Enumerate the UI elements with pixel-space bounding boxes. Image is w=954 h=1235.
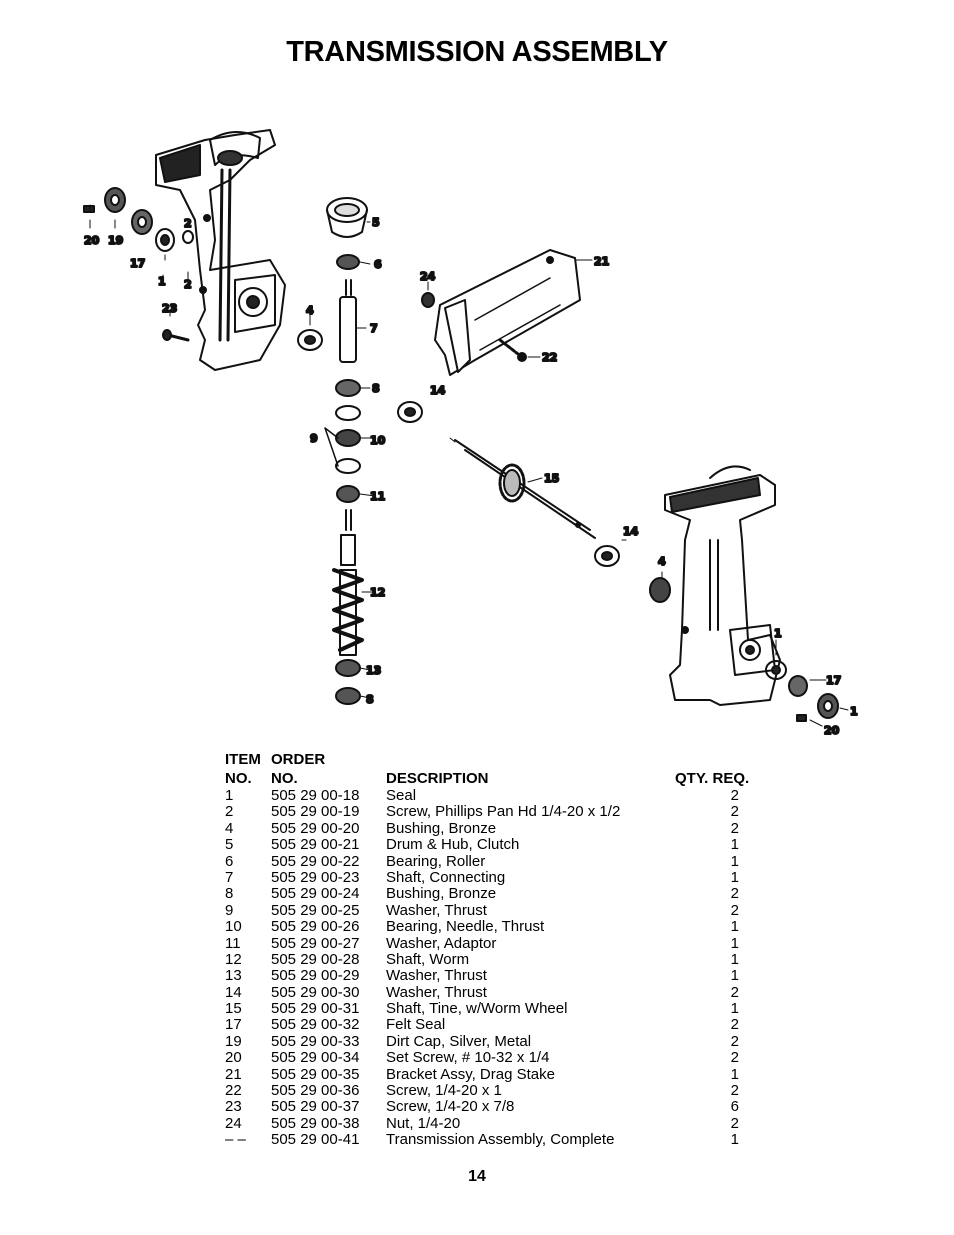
order-no: 505 29 00-29 — [271, 967, 360, 985]
description: Washer, Thrust — [386, 901, 487, 919]
order-no: 505 29 00-21 — [271, 836, 360, 854]
callout: 21 — [594, 255, 610, 268]
item-no: 1 — [225, 787, 234, 804]
table-row — [225, 1132, 765, 1148]
table-row — [225, 854, 765, 870]
qty-req: 1 — [730, 967, 739, 985]
callout: 23 — [162, 302, 178, 315]
callout: 4 — [306, 304, 314, 317]
callout: 17 — [826, 674, 842, 687]
callout: 14 — [430, 384, 446, 397]
callout: 1 — [774, 627, 782, 640]
order-no: 505 29 00-38 — [271, 1114, 360, 1132]
callout: 9 — [310, 432, 318, 445]
table-row — [225, 1116, 765, 1132]
left-housing-half — [156, 130, 285, 370]
callout: 12 — [370, 586, 386, 599]
table-row — [225, 919, 765, 935]
parts-rows — [225, 788, 765, 1149]
qty-req: 1 — [730, 836, 739, 854]
center-shaft-stack — [325, 198, 367, 704]
item-no: 6 — [225, 852, 234, 870]
qty-req: 2 — [730, 803, 739, 821]
description: Washer, Thrust — [386, 967, 487, 985]
item-no: 9 — [225, 901, 234, 919]
callout-labels — [84, 216, 858, 737]
table-row — [225, 952, 765, 968]
header-item: ITEM — [225, 751, 261, 768]
description: Screw, 1/4-20 x 1 — [386, 1082, 502, 1100]
qty-req: 2 — [730, 1032, 739, 1050]
item-no: 22 — [225, 1082, 242, 1100]
callout: 1 — [850, 705, 858, 718]
description: Washer, Thrust — [386, 983, 487, 1001]
parts-list-header — [225, 769, 765, 788]
table-row — [225, 788, 765, 804]
qty-req: 1 — [730, 868, 739, 886]
qty-req: 1 — [730, 918, 739, 936]
item-no: 4 — [225, 819, 234, 837]
description: Bushing, Bronze — [386, 819, 497, 837]
description: Seal — [386, 787, 417, 804]
callout: 2 — [184, 217, 192, 230]
description: Set Screw, # 10-32 x 1/4 — [386, 1049, 550, 1067]
callout: 6 — [374, 258, 382, 271]
callout: 20 — [84, 234, 100, 247]
qty-req: 2 — [730, 1016, 739, 1034]
table-row — [225, 1001, 765, 1017]
description: Shaft, Tine, w/Worm Wheel — [386, 1000, 568, 1018]
table-row — [225, 1034, 765, 1050]
description: Shaft, Worm — [386, 950, 470, 968]
description: Transmission Assembly, Complete — [386, 1131, 615, 1149]
qty-req: 2 — [730, 1082, 739, 1100]
item-no: 5 — [225, 836, 234, 854]
table-row — [225, 1017, 765, 1033]
table-row — [225, 968, 765, 984]
order-no: 505 29 00-27 — [271, 934, 360, 952]
page-title: TRANSMISSION ASSEMBLY — [286, 36, 668, 68]
description: Bracket Assy, Drag Stake — [386, 1065, 555, 1083]
callout: 11 — [370, 490, 386, 503]
order-no: 505 29 00-41 — [271, 1131, 360, 1149]
exploded-parts-diagram — [70, 110, 870, 750]
item-no: 15 — [225, 1000, 242, 1018]
order-no: 505 29 00-33 — [271, 1032, 360, 1050]
table-row — [225, 903, 765, 919]
item-no: 20 — [225, 1049, 242, 1067]
order-no: 505 29 00-28 — [271, 950, 360, 968]
qty-req: 1 — [730, 934, 739, 952]
order-no: 505 29 00-35 — [271, 1065, 360, 1083]
callout: 8 — [372, 382, 380, 395]
order-no: 505 29 00-26 — [271, 918, 360, 936]
table-row — [225, 1050, 765, 1066]
item-no: 2 — [225, 803, 234, 821]
callout: 7 — [370, 322, 378, 335]
order-no: 505 29 00-20 — [271, 819, 360, 837]
item-no: – – — [225, 1131, 246, 1149]
order-no: 505 29 00-25 — [271, 901, 360, 919]
header-order: ORDER — [271, 751, 326, 768]
exploded-view-svg — [70, 110, 870, 750]
qty-req: 2 — [730, 901, 739, 919]
qty-req: 1 — [730, 950, 739, 968]
order-no: 505 29 00-37 — [271, 1098, 360, 1116]
callout: 22 — [542, 351, 558, 364]
description: Bearing, Roller — [386, 852, 486, 870]
right-housing-half — [665, 466, 780, 705]
table-row — [225, 936, 765, 952]
callout: 2 — [184, 278, 192, 291]
qty-req: 2 — [730, 819, 739, 837]
page-number: 14 — [468, 1168, 486, 1185]
qty-req: 1 — [730, 1065, 739, 1083]
description: Bearing, Needle, Thrust — [386, 918, 545, 936]
parts-list-header-top — [225, 750, 765, 769]
qty-req: 2 — [730, 1049, 739, 1067]
order-no: 505 29 00-24 — [271, 885, 360, 903]
description: Drum & Hub, Clutch — [386, 836, 520, 854]
description: Bushing, Bronze — [386, 885, 497, 903]
item-no: 19 — [225, 1032, 242, 1050]
qty-req: 2 — [730, 787, 739, 804]
description: Screw, 1/4-20 x 7/8 — [386, 1098, 515, 1116]
item-no: 12 — [225, 950, 242, 968]
item-no: 10 — [225, 918, 242, 936]
description: Shaft, Connecting — [386, 868, 506, 886]
description: Nut, 1/4-20 — [386, 1114, 461, 1132]
item-no: 14 — [225, 983, 242, 1001]
item-no: 7 — [225, 868, 234, 886]
callout: 19 — [108, 234, 124, 247]
callout: 8 — [366, 693, 374, 706]
callout: 20 — [824, 724, 840, 737]
order-no: 505 29 00-19 — [271, 803, 360, 821]
table-row — [225, 1067, 765, 1083]
callout: 15 — [544, 472, 560, 485]
qty-req: 6 — [730, 1098, 739, 1116]
table-row — [225, 886, 765, 902]
callout: 24 — [420, 270, 436, 283]
callout: 17 — [130, 257, 146, 270]
order-no: 505 29 00-23 — [271, 868, 360, 886]
table-row — [225, 821, 765, 837]
table-row — [225, 837, 765, 853]
table-row — [225, 870, 765, 886]
order-no: 505 29 00-30 — [271, 983, 360, 1001]
callout: 4 — [658, 555, 666, 568]
callout: 10 — [370, 434, 386, 447]
description: Felt Seal — [386, 1016, 446, 1034]
callout: 5 — [372, 216, 380, 229]
order-no: 505 29 00-32 — [271, 1016, 360, 1034]
header-description: DESCRIPTION — [386, 770, 489, 787]
callout: 1 — [158, 275, 166, 288]
item-no: 8 — [225, 885, 234, 903]
qty-req: 2 — [730, 1114, 739, 1132]
description: Dirt Cap, Silver, Metal — [386, 1032, 532, 1050]
tine-shaft — [450, 438, 595, 538]
callout: 13 — [366, 664, 382, 677]
item-no: 23 — [225, 1098, 242, 1116]
order-no: 505 29 00-31 — [271, 1000, 360, 1018]
table-row — [225, 804, 765, 820]
header-order-no: NO. — [271, 770, 298, 787]
order-no: 505 29 00-36 — [271, 1082, 360, 1100]
callout: 14 — [623, 525, 639, 538]
qty-req: 1 — [730, 1131, 739, 1149]
table-row — [225, 1083, 765, 1099]
order-no: 505 29 00-18 — [271, 787, 360, 804]
table-row — [225, 1099, 765, 1115]
item-no: 11 — [225, 934, 241, 952]
item-no: 21 — [225, 1065, 242, 1083]
header-item-no: NO. — [225, 770, 252, 787]
qty-req: 1 — [730, 852, 739, 870]
order-no: 505 29 00-34 — [271, 1049, 360, 1067]
parts-list — [225, 750, 765, 1149]
item-no: 24 — [225, 1114, 242, 1132]
qty-req: 2 — [730, 983, 739, 1001]
table-row — [225, 985, 765, 1001]
description: Washer, Adaptor — [386, 934, 497, 952]
description: Screw, Phillips Pan Hd 1/4-20 x 1/2 — [386, 803, 621, 821]
qty-req: 2 — [730, 885, 739, 903]
item-no: 17 — [225, 1016, 242, 1034]
qty-req: 1 — [730, 1000, 739, 1018]
item-no: 13 — [225, 967, 242, 985]
order-no: 505 29 00-22 — [271, 852, 360, 870]
header-qty: QTY. REQ. — [675, 770, 750, 787]
